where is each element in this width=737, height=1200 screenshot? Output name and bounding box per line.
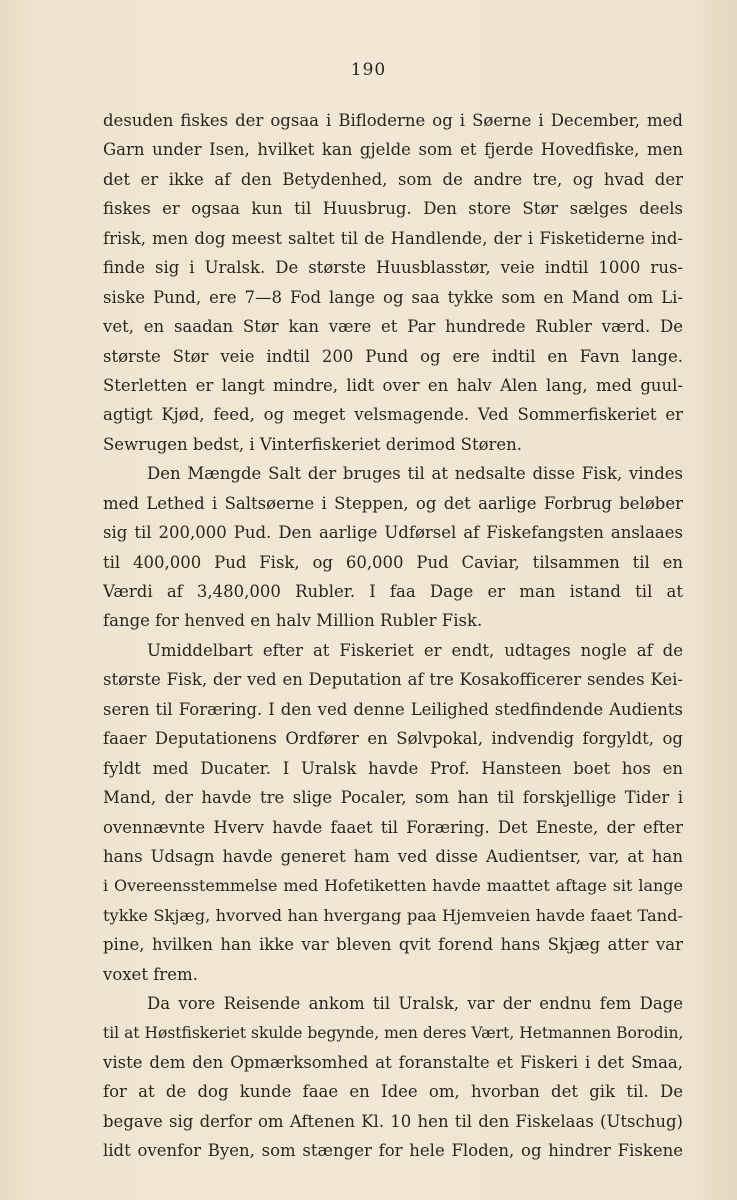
text-line: Umiddelbart efter at Fiskeriet er endt, udtages nogle af de: [147, 640, 683, 660]
text-line: hans Udsagn havde generet ham ved disse Audientser, var, at han: [103, 846, 683, 866]
text-line: Garn under Isen, hvilket kan gjelde som et fjerde Hovedfiske, men: [103, 140, 683, 160]
text-line: pine, hvilken han ikke var bleven qvit forend hans Skjæg atter var: [103, 935, 683, 955]
text-line: største Stør veie indtil 200 Pund og ere indtil en Favn lange.: [103, 346, 683, 366]
text-line: seren til Foræring. I den ved denne Leilighed stedfindende Audients: [103, 699, 683, 719]
text-line: tykke Skjæg, hvorved han hvergang paa Hjemveien havde faaet Tand-: [103, 905, 683, 925]
text-line: agtigt Kjød, feed, og meget velsmagende. Ved Sommerfiskeriet er: [103, 405, 683, 425]
text-line: fange for henved en halv Million Rubler Fisk.: [103, 611, 483, 631]
text-line: desuden fiskes der ogsaa i Bifloderne og i Søerne i December, med: [103, 111, 683, 130]
text-line: største Fisk, der ved en Deputation af tre Kosakofficerer sendes Kei-: [103, 670, 683, 690]
text-line: det er ikke af den Betydenhed, som de andre tre, og hvad der: [103, 169, 683, 189]
text-line: begave sig derfor om Aftenen Kl. 10 hen til den Fiskelaas (Utschug): [103, 1111, 683, 1131]
text-line: viste dem den Opmærksomhed at foranstalte et Fiskeri i det Smaa,: [103, 1053, 683, 1072]
text-line: faaer Deputationens Ordfører en Sølvpokal, indvendig forgyldt, og: [103, 729, 683, 749]
text-line: til at Høstfiskeriet skulde begynde, men deres Vært, Hetmannen Borodin,: [103, 1023, 683, 1042]
text-line: frisk, men dog meest saltet til de Handlende, der i Fisketiderne ind-: [103, 228, 683, 248]
text-line: Værdi af 3,480,000 Rubler. I faa Dage er man istand til at: [103, 582, 683, 601]
text-line: Sterletten er langt mindre, lidt over en halv Alen lang, med guul-: [103, 375, 683, 395]
text-line: Da vore Reisende ankom til Uralsk, var der endnu fem Dage: [147, 994, 683, 1014]
text-line: fiskes er ogsaa kun til Huusbrug. Den store Stør sælges deels: [103, 199, 683, 219]
text-line: Sewrugen bedst, i Vinterfiskeriet derimod Støren.: [103, 434, 523, 454]
text-line: finde sig i Uralsk. De største Huusblasstør, veie indtil 1000 rus-: [103, 258, 683, 278]
text-line: siske Pund, ere 7—8 Fod lange og saa tykke som en Mand om Li-: [103, 287, 683, 307]
text-line: til 400,000 Pud Fisk, og 60,000 Pud Caviar, tilsammen til en: [103, 552, 683, 572]
text-line: ovennævnte Hverv havde faaet til Foræring. Det Eneste, der efter: [103, 817, 683, 837]
body-text: [103, 106, 683, 1166]
page-number: 190: [350, 60, 387, 80]
text-line: Mand, der havde tre slige Pocaler, som han til forskjellige Tider i: [103, 788, 683, 808]
text-line: for at de dog kunde faae en Idee om, hvorban det gik til. De: [103, 1082, 683, 1102]
text-line: lidt ovenfor Byen, som stænger for hele Floden, og hindrer Fiskene: [103, 1141, 683, 1161]
text-line: Den Mængde Salt der bruges til at nedsalte disse Fisk, vindes: [147, 464, 683, 484]
text-line: voxet frem.: [103, 964, 198, 984]
text-line: vet, en saadan Stør kan være et Par hundrede Rubler værd. De: [103, 317, 683, 337]
text-line: med Lethed i Saltsøerne i Steppen, og det aarlige Forbrug beløber: [103, 493, 683, 513]
text-line: i Overeensstemmelse med Hofetiketten havde maattet aftage sit lange: [103, 876, 683, 896]
text-line: sig til 200,000 Pud. Den aarlige Udførsel af Fiskefangsten anslaaes: [103, 523, 683, 543]
text-line: fyldt med Ducater. I Uralsk havde Prof. Hansteen boet hos en: [103, 758, 683, 778]
